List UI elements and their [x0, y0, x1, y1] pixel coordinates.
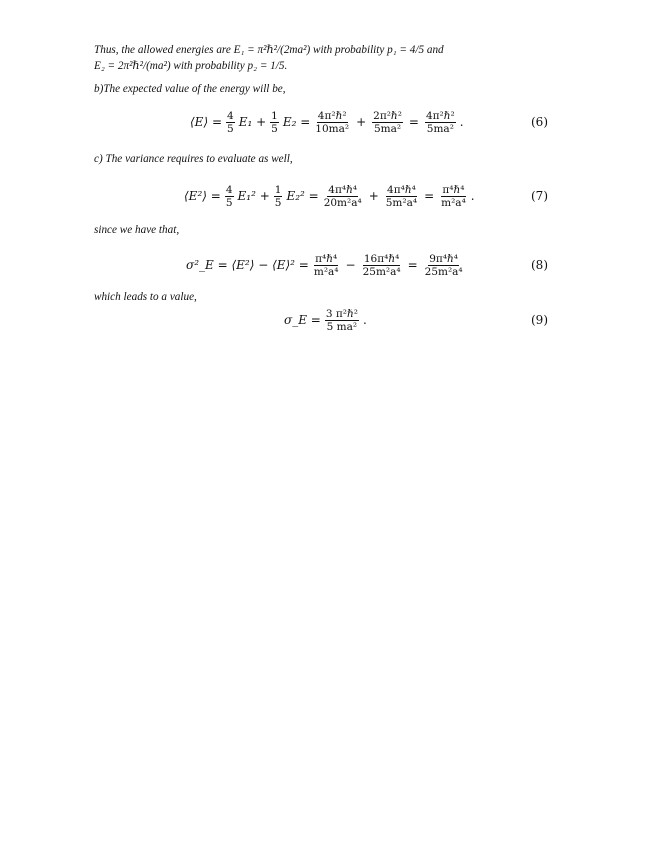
equation-8-frac-a-den: m²a⁴ — [313, 265, 339, 278]
equation-7-frac-d-den: 5m²a⁴ — [385, 196, 418, 209]
paragraph-leads-to-value: which leads to a value, — [94, 291, 197, 303]
equation-7-term-a: E₁² + — [237, 189, 270, 203]
equation-7-frac-d — [385, 184, 418, 209]
equation-8-frac-c-num: 9π⁴ℏ⁴ — [429, 252, 459, 265]
equation-7-frac-a-den: 5 — [225, 196, 233, 209]
equation-6-frac-d-den: 5ma² — [373, 122, 402, 135]
equation-6-frac-e-num: 4π²ℏ² — [425, 109, 455, 122]
equation-7-frac-c — [323, 184, 363, 209]
equation-9 — [94, 300, 548, 340]
equation-7-body — [184, 176, 475, 216]
equation-6-equals: = — [408, 115, 419, 129]
equation-6-frac-c — [314, 110, 350, 135]
equation-7-frac-e-num: π⁴ℏ⁴ — [442, 183, 465, 196]
paragraph-allowed-energies-line1: Thus, the allowed energies are E₁ = π²ℏ²/(2ma²) with probability p₁ = 4/5 and — [94, 44, 444, 56]
equation-7-number: (7) — [531, 189, 548, 203]
equation-6-frac-a-den: 5 — [227, 122, 234, 135]
equation-6-frac-c-num: 4π²ℏ² — [317, 109, 347, 122]
equation-6-period: . — [459, 115, 464, 129]
equation-6 — [94, 103, 548, 141]
equation-6-plus: + — [356, 115, 367, 129]
equation-6-frac-b-num: 1 — [271, 109, 278, 122]
equation-6-number: (6) — [531, 115, 548, 129]
equation-7-frac-d-num: 4π⁴ℏ⁴ — [387, 183, 416, 196]
equation-9-body — [284, 300, 367, 340]
paragraph-variance-intro: c) The variance requires to evaluate as well, — [94, 153, 293, 165]
equation-7-lhs: ⟨E²⟩ = — [184, 189, 221, 203]
equation-8-frac-b-num: 16π⁴ℏ⁴ — [363, 252, 400, 265]
equation-7-frac-e-den: m²a⁴ — [441, 196, 466, 209]
equation-6-lhs: ⟨E⟩ = — [190, 115, 222, 129]
equation-8-frac-a-num: π⁴ℏ⁴ — [315, 252, 338, 265]
equation-6-frac-a — [226, 110, 235, 135]
equation-7 — [94, 176, 548, 216]
equation-8-frac-b-den: 25m²a⁴ — [362, 265, 401, 278]
equation-7-term-b: E₂² = — [286, 189, 319, 203]
equation-6-frac-b-den: 5 — [271, 122, 278, 135]
equation-9-lhs: σ_E = — [284, 313, 321, 327]
equation-6-frac-e — [425, 110, 456, 135]
equation-8-frac-c — [424, 253, 464, 278]
equation-6-body — [190, 103, 464, 141]
equation-7-frac-b-den: 5 — [274, 196, 282, 209]
paragraph-expected-value-intro: b)The expected value of the energy will be, — [94, 83, 286, 95]
equation-9-frac — [325, 308, 359, 333]
equation-8-frac-a — [313, 253, 340, 278]
equation-6-term-a: E₁ + — [238, 115, 267, 129]
equation-6-term-b: E₂ = — [282, 115, 311, 129]
equation-9-number: (9) — [531, 313, 548, 327]
equation-8 — [94, 245, 548, 285]
equation-9-frac-num: 3 π²ℏ² — [325, 307, 358, 320]
equation-7-plus: + — [368, 189, 379, 203]
equation-6-frac-e-den: 5ma² — [426, 122, 454, 135]
equation-8-lhs: σ²_E = ⟨E²⟩ − ⟨E⟩² = — [186, 258, 309, 272]
equation-7-frac-b-num: 1 — [274, 183, 282, 196]
paragraph-since-we-have: since we have that, — [94, 224, 180, 236]
equation-8-frac-c-den: 25m²a⁴ — [424, 265, 463, 278]
equation-7-period: . — [470, 189, 475, 203]
equation-8-number: (8) — [531, 258, 548, 272]
equation-7-frac-b — [274, 184, 283, 209]
equation-6-frac-b — [270, 110, 279, 135]
equation-7-frac-e — [440, 184, 467, 209]
equation-8-frac-b — [362, 253, 402, 278]
equation-8-minus: − — [345, 258, 356, 272]
equation-9-frac-den: 5 ma² — [326, 320, 358, 333]
equation-7-frac-a — [225, 184, 234, 209]
equation-7-frac-c-den: 20m²a⁴ — [323, 196, 362, 209]
equation-7-frac-a-num: 4 — [225, 183, 233, 196]
equation-8-body — [186, 245, 465, 285]
equation-6-frac-d — [372, 110, 403, 135]
equation-6-frac-c-den: 10ma² — [315, 122, 350, 135]
paragraph-allowed-energies-line2: E₂ = 2π²ℏ²/(ma²) with probability p₂ = 1/5. — [94, 60, 288, 72]
equation-9-period: . — [362, 313, 367, 327]
equation-7-equals: = — [424, 189, 435, 203]
equation-6-frac-a-num: 4 — [227, 109, 234, 122]
equation-8-equals: = — [407, 258, 418, 272]
equation-7-frac-c-num: 4π⁴ℏ⁴ — [328, 183, 358, 196]
equation-6-frac-d-num: 2π²ℏ² — [373, 109, 402, 122]
